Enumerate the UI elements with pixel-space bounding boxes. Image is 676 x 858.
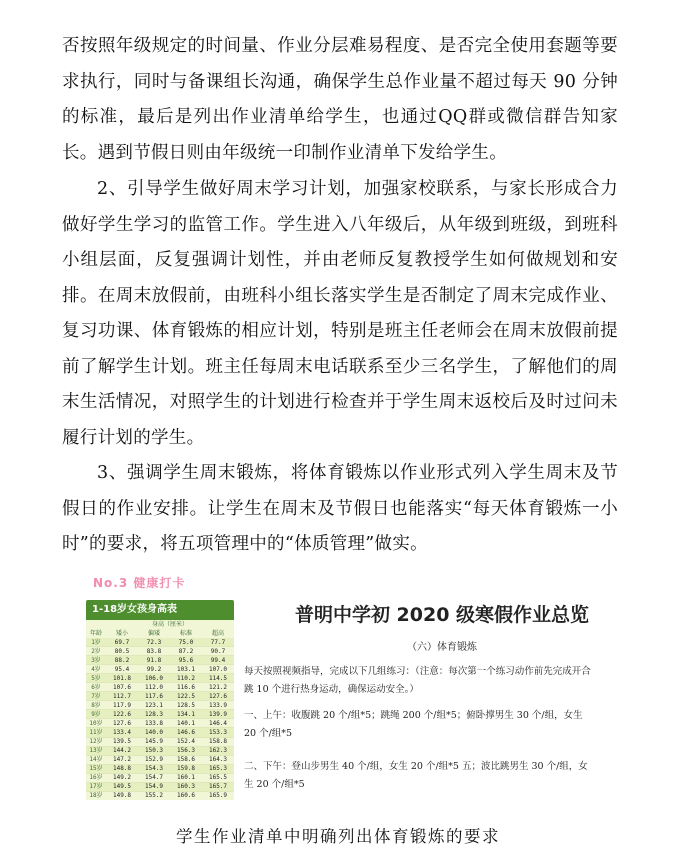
column-header: 偏矮 bbox=[147, 630, 160, 637]
height-cell: 154.3 bbox=[138, 764, 170, 773]
height-cell: 164.3 bbox=[202, 755, 234, 764]
table-row bbox=[86, 692, 234, 701]
height-cell: 101.8 bbox=[106, 674, 138, 683]
height-cell: 149.5 bbox=[106, 782, 138, 791]
age-cell: 4岁 bbox=[86, 665, 106, 674]
height-cell: 77.7 bbox=[202, 638, 234, 647]
height-cell: 114.5 bbox=[202, 674, 234, 683]
height-cell: 160.3 bbox=[170, 782, 202, 791]
table-row bbox=[86, 710, 234, 719]
height-cell: 83.8 bbox=[138, 647, 170, 656]
paragraph-weekend-plan: 2、引导学生做好周末学习计划，加强家校联系，与家长形成合力做好学生学习的监管工作。学生进入八年级后，从年级到班级，到班科小组层面，反复强调计划性，并由老师反复教授学生如何做规划和安排。在周末放假前，由班科小组长落实学生是否制定了周末完成作业、复习功课、体育锻炼的相应计划，特别是班主任老师会在周末放假前提前了解学生计划。班主任每周末电话联系至少三名学生，了解他们的周末生活情况，对照学生的计划进行检查并于学生周末返校后及时过问未履行计划的学生。 bbox=[62, 179, 618, 448]
height-cell: 144.2 bbox=[106, 746, 138, 755]
height-cell: 133.9 bbox=[202, 701, 234, 710]
age-cell: 14岁 bbox=[86, 755, 106, 764]
height-cell: 133.4 bbox=[106, 728, 138, 737]
height-cell: 99.2 bbox=[138, 665, 170, 674]
table-row bbox=[86, 656, 234, 665]
height-cell: 165.9 bbox=[202, 791, 234, 800]
table-row bbox=[86, 701, 234, 710]
height-cell: 107.6 bbox=[106, 683, 138, 692]
height-cell: 139.9 bbox=[202, 710, 234, 719]
height-cell: 117.6 bbox=[138, 692, 170, 701]
height-cell: 88.2 bbox=[106, 656, 138, 665]
age-cell: 3岁 bbox=[86, 656, 106, 665]
girls-height-table-image bbox=[86, 600, 234, 800]
table-row bbox=[86, 782, 234, 791]
height-cell: 87.2 bbox=[170, 647, 202, 656]
height-cell: 149.2 bbox=[106, 773, 138, 782]
height-table-group-header bbox=[86, 620, 234, 629]
table-row bbox=[86, 764, 234, 773]
age-cell: 18岁 bbox=[86, 791, 106, 800]
height-cell: 91.8 bbox=[138, 656, 170, 665]
height-cell: 95.4 bbox=[106, 665, 138, 674]
height-cell: 103.1 bbox=[170, 665, 202, 674]
height-cell: 72.3 bbox=[138, 638, 170, 647]
paragraph-homework-list: 否按照年级规定的时间量、作业分层难易程度、是否完全使用套题等要求执行，同时与备课组长沟通，确保学生总作业量不超过每天 90 分钟的标准，最后是列出作业清单给学生，也通过QQ群或微信群告知家长。遇到节假日则由年级统一印制作业清单下发给学生。 bbox=[62, 36, 618, 163]
figure-caption: 学生作业清单中明确列出体育锻炼的要求 bbox=[176, 827, 500, 846]
height-cell: 140.1 bbox=[170, 719, 202, 728]
height-cell: 107.0 bbox=[202, 665, 234, 674]
table-row bbox=[86, 773, 234, 782]
table-row bbox=[86, 638, 234, 647]
height-cell: 158.8 bbox=[202, 737, 234, 746]
health-checkin-tag: No.3 健康打卡 bbox=[93, 576, 186, 590]
height-cell: 133.8 bbox=[138, 719, 170, 728]
homework-overview-subtitle: （六）体育锻炼 bbox=[407, 642, 477, 653]
height-group-label: 身高（厘米） bbox=[151, 621, 188, 628]
morning-exercises: 一、上午：收腹跳 20 个/组*5；跳绳 200 个/组*5；俯卧撑男生 30 个/组，女生 20 个/组*5 bbox=[244, 710, 583, 739]
age-cell: 10岁 bbox=[86, 719, 106, 728]
table-row bbox=[86, 665, 234, 674]
age-cell: 1岁 bbox=[86, 638, 106, 647]
height-cell: 153.3 bbox=[202, 728, 234, 737]
age-cell: 7岁 bbox=[86, 692, 106, 701]
height-cell: 80.5 bbox=[106, 647, 138, 656]
height-cell: 152.4 bbox=[170, 737, 202, 746]
height-cell: 69.7 bbox=[106, 638, 138, 647]
height-cell: 146.4 bbox=[202, 719, 234, 728]
height-cell: 158.6 bbox=[170, 755, 202, 764]
height-cell: 75.0 bbox=[170, 638, 202, 647]
height-cell: 128.3 bbox=[138, 710, 170, 719]
age-cell: 6岁 bbox=[86, 683, 106, 692]
homework-overview-title: 普明中学初 2020 级寒假作业总览 bbox=[294, 604, 590, 626]
height-cell: 117.9 bbox=[106, 701, 138, 710]
height-cell: 145.9 bbox=[138, 737, 170, 746]
table-row bbox=[86, 728, 234, 737]
height-cell: 146.6 bbox=[170, 728, 202, 737]
height-cell: 162.3 bbox=[202, 746, 234, 755]
table-row bbox=[86, 674, 234, 683]
height-cell: 127.6 bbox=[106, 719, 138, 728]
table-row bbox=[86, 791, 234, 800]
height-cell: 112.7 bbox=[106, 692, 138, 701]
height-cell: 154.7 bbox=[138, 773, 170, 782]
height-cell: 134.1 bbox=[170, 710, 202, 719]
afternoon-exercises: 二、下午：登山步男生 40 个/组，女生 20 个/组*5 五；波比跳男生 30 个/组，女生 20 个/组*5 bbox=[244, 761, 588, 790]
height-cell: 154.9 bbox=[138, 782, 170, 791]
age-cell: 8岁 bbox=[86, 701, 106, 710]
height-cell: 165.5 bbox=[202, 773, 234, 782]
height-cell: 148.8 bbox=[106, 764, 138, 773]
table-row bbox=[86, 737, 234, 746]
table-row bbox=[86, 755, 234, 764]
table-row bbox=[86, 683, 234, 692]
height-cell: 121.2 bbox=[202, 683, 234, 692]
height-cell: 139.5 bbox=[106, 737, 138, 746]
height-cell: 122.6 bbox=[106, 710, 138, 719]
height-cell: 90.7 bbox=[202, 647, 234, 656]
height-cell: 128.5 bbox=[170, 701, 202, 710]
height-cell: 152.9 bbox=[138, 755, 170, 764]
height-cell: 122.5 bbox=[170, 692, 202, 701]
height-table-body bbox=[86, 638, 234, 800]
height-table-title: 1-18岁女孩身高表 bbox=[86, 600, 234, 620]
height-cell: 155.2 bbox=[138, 791, 170, 800]
height-cell: 116.6 bbox=[170, 683, 202, 692]
table-row bbox=[86, 746, 234, 755]
height-cell: 150.3 bbox=[138, 746, 170, 755]
height-cell: 160.6 bbox=[170, 791, 202, 800]
age-cell: 12岁 bbox=[86, 737, 106, 746]
height-cell: 159.8 bbox=[170, 764, 202, 773]
age-cell: 2岁 bbox=[86, 647, 106, 656]
column-header: 超高 bbox=[211, 630, 224, 637]
height-cell: 156.3 bbox=[170, 746, 202, 755]
age-cell: 16岁 bbox=[86, 773, 106, 782]
height-cell: 112.0 bbox=[138, 683, 170, 692]
height-cell: 99.4 bbox=[202, 656, 234, 665]
height-cell: 110.2 bbox=[170, 674, 202, 683]
age-cell: 15岁 bbox=[86, 764, 106, 773]
height-cell: 95.6 bbox=[170, 656, 202, 665]
paragraph-weekend-exercise: 3、强调学生周末锻炼，将体育锻炼以作业形式列入学生周末及节假日的作业安排。让学生在周末及节假日也能落实“每天体育锻炼一小时”的要求，将五项管理中的“体质管理”做实。 bbox=[62, 463, 618, 554]
age-cell: 13岁 bbox=[86, 746, 106, 755]
height-table-column-header bbox=[86, 629, 234, 638]
height-cell: 149.8 bbox=[106, 791, 138, 800]
age-cell: 5岁 bbox=[86, 674, 106, 683]
exercise-instructions: 每天按照视频指导，完成以下几组练习：（注意：每次第一个练习动作前先完成开合跳 10 个进行热身运动，确保运动安全。） bbox=[244, 666, 591, 695]
height-cell: 165.3 bbox=[202, 764, 234, 773]
height-cell: 165.7 bbox=[202, 782, 234, 791]
age-column-header: 年龄 bbox=[89, 630, 102, 637]
column-header: 标准 bbox=[179, 630, 192, 637]
age-cell: 11岁 bbox=[86, 728, 106, 737]
column-header: 矮小 bbox=[115, 630, 128, 637]
height-cell: 160.1 bbox=[170, 773, 202, 782]
table-row bbox=[86, 647, 234, 656]
height-cell: 140.0 bbox=[138, 728, 170, 737]
age-cell: 9岁 bbox=[86, 710, 106, 719]
height-cell: 123.1 bbox=[138, 701, 170, 710]
height-cell: 106.0 bbox=[138, 674, 170, 683]
table-row bbox=[86, 719, 234, 728]
age-cell: 17岁 bbox=[86, 782, 106, 791]
height-cell: 147.2 bbox=[106, 755, 138, 764]
height-cell: 127.6 bbox=[202, 692, 234, 701]
